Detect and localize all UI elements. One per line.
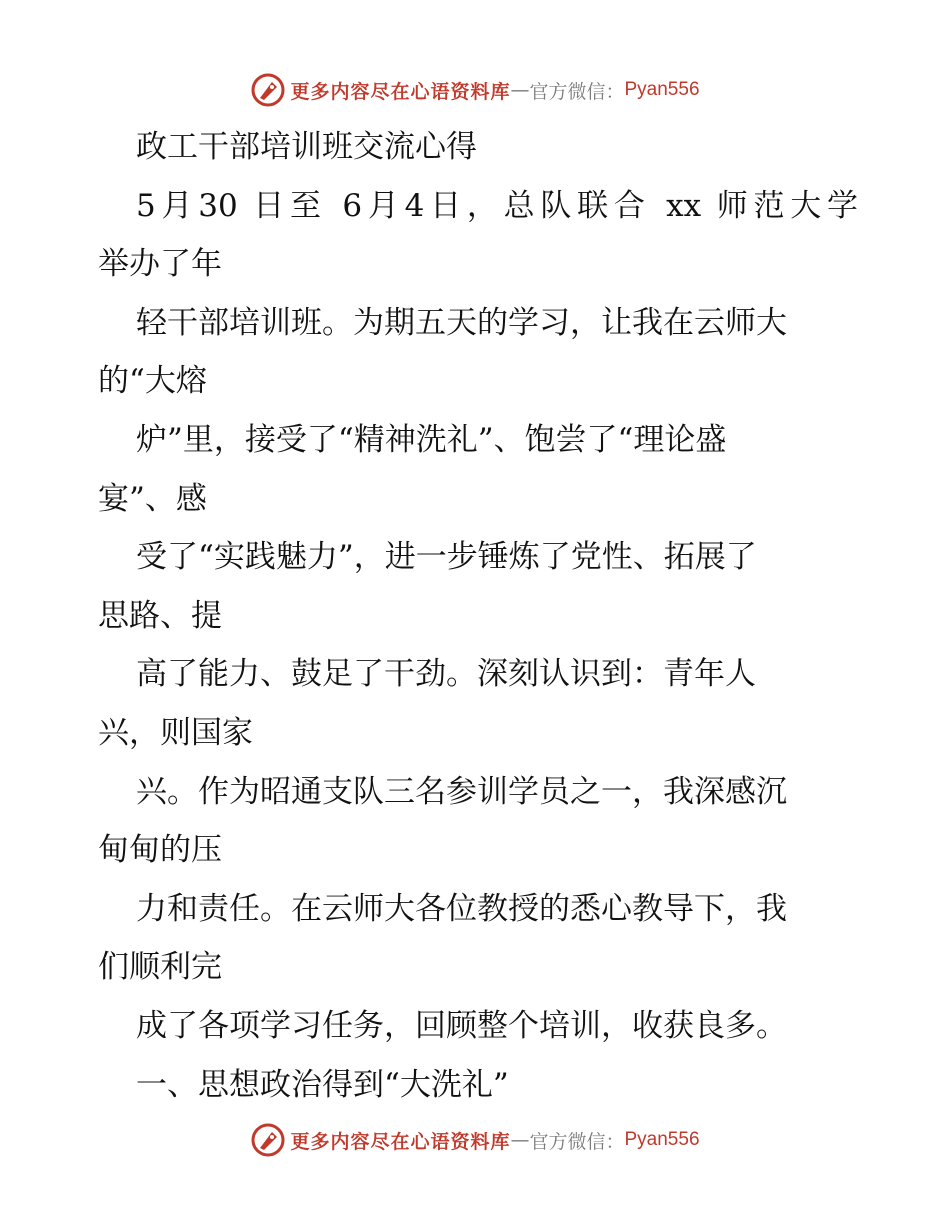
pen-nib-icon: [250, 72, 286, 108]
paragraph-line: 举办了年: [98, 246, 222, 283]
paragraph-line: 成了各项学习任务，回顾整个培训，收获良多。: [136, 1007, 787, 1044]
watermark-text: 更多内容尽在心语资料库: [290, 80, 511, 103]
section-heading: 一、思想政治得到“大洗礼”: [136, 1066, 509, 1103]
paragraph-line: 力和责任。在云师大各位教授的悉心教导下，我: [136, 890, 787, 927]
watermark-text: 更多内容尽在心语资料库: [290, 1130, 511, 1153]
paragraph-line: 兴。作为昭通支队三名参训学员之一，我深感沉: [136, 773, 787, 810]
paragraph-line: 受了“实践魅力”，进一步锤炼了党性、拓展了: [136, 539, 757, 576]
paragraph-line: 们顺利完: [98, 949, 222, 986]
paragraph-line: 兴，则国家: [98, 714, 253, 751]
paragraph-line: 炉”里，接受了“精神洗礼”、饱尝了“理论盛: [136, 421, 727, 458]
paragraph-line: 思路、提: [98, 597, 222, 634]
watermark-separator: —: [510, 1129, 530, 1151]
footer-watermark: [0, 1120, 950, 1160]
document-body: [98, 118, 858, 1114]
paragraph-line: 5月30 日至 6月4日，总队联合 xx 师范大学: [136, 187, 858, 224]
watermark-wechat-id: Pyan556: [624, 1129, 700, 1150]
pen-nib-icon: [250, 1122, 286, 1158]
watermark-wechat-label: 官方微信：: [529, 80, 625, 103]
paragraph-line: 的“大熔: [98, 363, 207, 400]
watermark-wechat-id: Pyan556: [624, 79, 700, 100]
watermark-wechat-label: 官方微信：: [529, 1130, 625, 1153]
paragraph-line: 高了能力、鼓足了干劲。深刻认识到：青年人: [136, 656, 756, 693]
header-watermark: [0, 70, 950, 110]
document-title: 政工干部培训班交流心得: [136, 129, 477, 165]
paragraph-line: 轻干部培训班。为期五天的学习，让我在云师大: [136, 304, 787, 341]
watermark-separator: —: [510, 79, 530, 101]
paragraph-line: 甸甸的压: [98, 832, 222, 869]
paragraph-line: 宴”、感: [98, 480, 207, 517]
